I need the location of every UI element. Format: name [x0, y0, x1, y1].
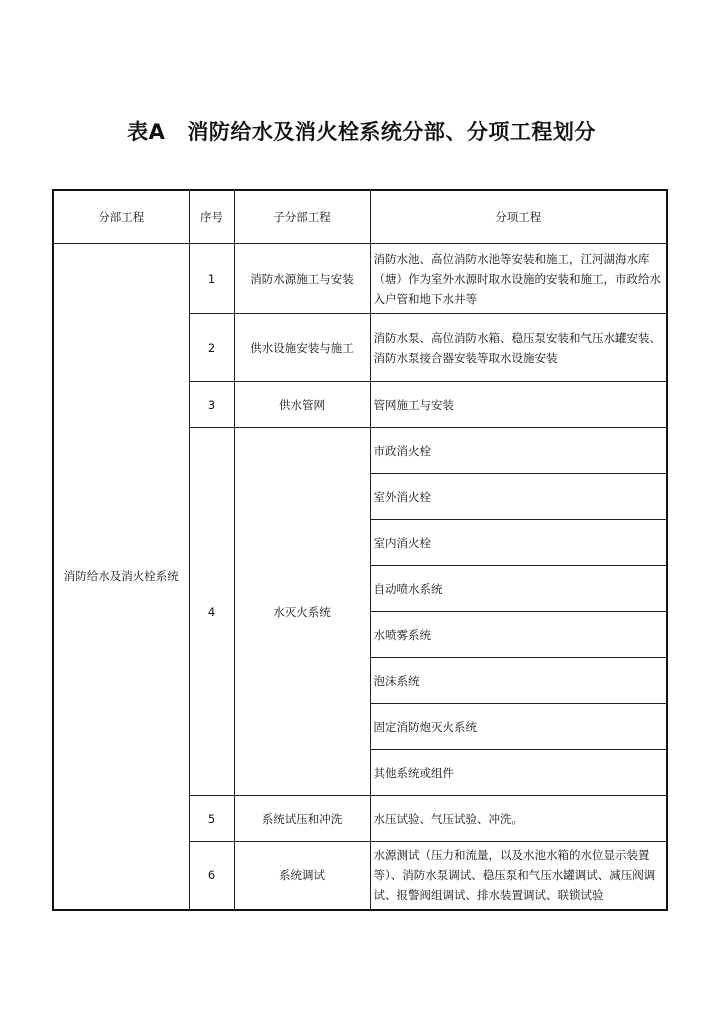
title-text: 消防给水及消火栓系统分部、分项工程划分: [187, 120, 596, 144]
item-cell: 市政消火栓: [370, 428, 667, 474]
header-subdivision: 子分部工程: [234, 190, 370, 244]
item-cell: 消防水泵、高位消防水箱、稳压泵安装和气压水罐安装、消防水泵接合器安装等取水设施安装: [370, 314, 667, 382]
subdivision-cell: 系统调试: [234, 842, 370, 910]
item-cell: 泡沫系统: [370, 658, 667, 704]
subdivision-cell: 消防水源施工与安装: [234, 244, 370, 314]
header-items: 分项工程: [370, 190, 667, 244]
division-cell: 消防给水及消火栓系统: [53, 244, 189, 910]
item-cell: 水喷雾系统: [370, 612, 667, 658]
header-seq: 序号: [189, 190, 234, 244]
subdivision-cell: 供水设施安装与施工: [234, 314, 370, 382]
seq-cell: 4: [189, 428, 234, 796]
item-cell: 水压试验、气压试验、冲洗。: [370, 796, 667, 842]
subdivision-cell: 供水管网: [234, 382, 370, 428]
title-prefix: 表A: [127, 120, 166, 144]
seq-cell: 3: [189, 382, 234, 428]
item-cell: 室内消火栓: [370, 520, 667, 566]
item-cell: 室外消火栓: [370, 474, 667, 520]
division-table: [52, 189, 668, 911]
seq-cell: 2: [189, 314, 234, 382]
seq-cell: 5: [189, 796, 234, 842]
header-division: 分部工程: [53, 190, 189, 244]
item-cell: 消防水池、高位消防水池等安装和施工，江河湖海水库（塘）作为室外水源时取水设施的安装和施工，市政给水入户管和地下水井等: [370, 244, 667, 314]
item-cell: 固定消防炮灭火系统: [370, 704, 667, 750]
item-cell: 其他系统或组件: [370, 750, 667, 796]
item-cell: 自动喷水系统: [370, 566, 667, 612]
subdivision-cell: 水灭火系统: [234, 428, 370, 796]
table-row: [53, 244, 667, 314]
item-cell: 水源测试（压力和流量，以及水池水箱的水位显示装置等）、消防水泵调试、稳压泵和气压水罐调试、减压阀调试、报警阀组调试、排水装置调试、联锁试验: [370, 842, 667, 910]
header-row: [53, 190, 667, 244]
seq-cell: 6: [189, 842, 234, 910]
page-title: [0, 116, 723, 146]
seq-cell: 1: [189, 244, 234, 314]
subdivision-cell: 系统试压和冲洗: [234, 796, 370, 842]
item-cell: 管网施工与安装: [370, 382, 667, 428]
